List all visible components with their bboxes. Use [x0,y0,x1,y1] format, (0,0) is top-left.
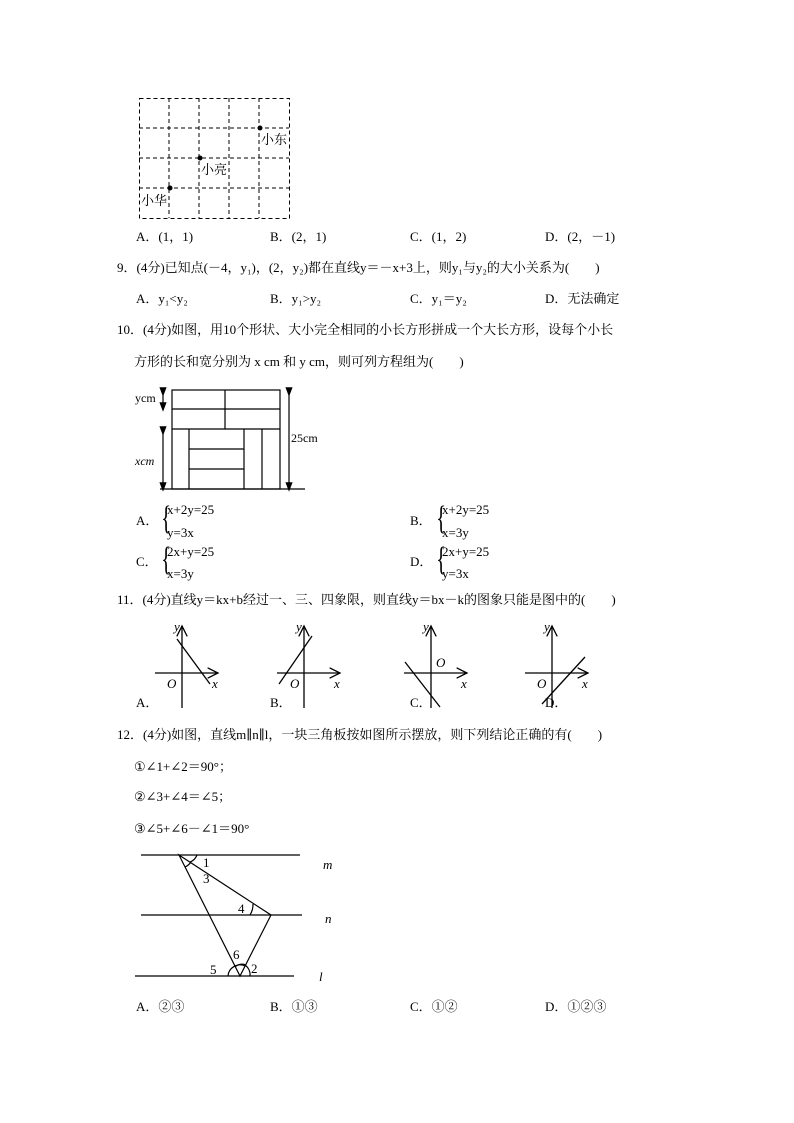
angle-5-label: 5 [210,962,217,977]
angle-4-label: 4 [238,901,245,916]
q8-option-d[interactable]: D．(2，－1) [545,229,616,244]
q12-option-d[interactable]: D．①②③ [545,999,607,1014]
graph-a [155,626,218,708]
q12-statement-2: ②∠3+∠4＝∠5； [134,789,232,804]
x-cm-label: xcm [135,454,155,468]
total-25cm-label: 25cm [291,431,318,445]
equation-2: y=3x [442,566,469,581]
axis-y-label: y [296,619,302,634]
parallel-lines-figure [0,0,1,1]
q9-option-a[interactable]: A．y₁<y₂ [136,291,188,306]
point-xiaohua [168,186,173,191]
brace-icon: { [436,541,447,578]
angle-3-label: 3 [203,871,210,886]
q12-statement-1: ①∠1+∠2＝90°； [134,759,232,774]
equation-1: x+2y=25 [442,502,490,517]
q11-option-a[interactable]: A． [136,695,159,710]
q9-option-d[interactable]: D．无法确定 [545,291,620,306]
option-letter: B． [410,513,432,528]
q8-option-c[interactable]: C．(1，2) [410,229,467,244]
q12-option-b[interactable]: B．①③ [270,999,318,1014]
q9-option-b[interactable]: B．y₁>y₂ [270,291,322,306]
q11-option-c[interactable]: C． [410,695,432,710]
angle-1-label: 1 [203,855,210,870]
angle-2-label: 2 [251,961,258,976]
line-n-label: n [325,911,332,926]
equation-1: x+2y=25 [167,502,215,517]
equation-1: 2x+y=25 [442,544,490,559]
q11-option-d[interactable]: D． [545,695,568,710]
equation-2: x=3y [442,525,469,540]
equation-1: 2x+y=25 [167,544,215,559]
q8-option-a[interactable]: A．(1，1) [136,229,194,244]
label-xiaodong: 小东 [261,132,288,147]
q11-option-b[interactable]: B． [270,695,292,710]
y-cm-label: ycm [135,391,156,405]
axis-x-label: x [582,676,588,691]
line-l-label: l [319,969,323,984]
label-xiaohua: 小华 [141,193,168,208]
q9-stem: 9．(4分)已知点(－4，y₁)，(2，y₂)都在直线y＝－x+3上，则y₁与y₂的大小关系为( ) [117,260,600,275]
point-xiaoliang [198,156,203,161]
point-xiaodong [258,126,263,131]
q10-stem-line2: 方形的长和宽分别为 x cm 和 y cm，则可列方程组为( ) [134,354,464,369]
q12-option-c[interactable]: C．①② [410,999,458,1014]
axis-y-label: y [174,619,180,634]
angle-6-label: 6 [233,947,240,962]
axis-x-label: x [334,676,340,691]
q12-statement-3: ③∠5+∠6－∠1＝90° [134,821,250,836]
option-letter: A． [136,513,159,528]
equation-2: y=3x [167,525,194,540]
origin-label: O [537,676,547,691]
q10-stem-line1: 10．(4分)如图，用10个形状、大小完全相同的小长方形拼成一个大长方形，设每个小长 [117,322,614,337]
brace-icon: { [161,541,172,578]
q9-option-c[interactable]: C．y₁＝y₂ [410,291,467,306]
origin-label: O [290,676,300,691]
origin-label: O [436,655,446,670]
option-letter: D． [410,554,433,569]
brace-icon: { [436,500,447,537]
q11-stem: 11．(4分)直线y＝kx+b经过一、三、四象限，则直线y＝bx－k的图象只能是图中的( ) [117,592,616,607]
axis-y-label: y [423,619,429,634]
q8-option-b[interactable]: B．(2，1) [270,229,327,244]
line-m-label: m [323,857,333,872]
option-letter: C． [136,554,158,569]
axis-x-label: x [461,676,467,691]
q12-option-a[interactable]: A．②③ [136,999,185,1014]
axis-y-label: y [544,619,550,634]
equation-2: x=3y [167,566,194,581]
q12-stem: 12．(4分)如图，直线m∥n∥l，一块三角板按如图所示摆放，则下列结论正确的有( ) [117,727,603,742]
origin-label: O [167,676,177,691]
label-xiaoliang: 小亮 [201,162,228,177]
axis-x-label: x [212,676,218,691]
brace-icon: { [161,500,172,537]
